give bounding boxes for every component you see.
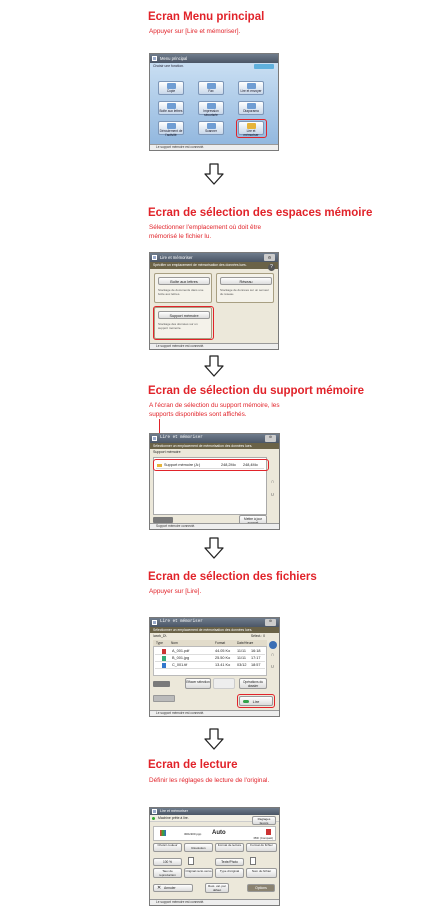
mailbox-desc: Stockage de documents dans une boîte aux lettres. [158, 288, 204, 296]
tile-copy[interactable]: Copie [158, 81, 184, 95]
tif-file-icon [162, 663, 166, 668]
storage-status: Le support mémoire est connecté. [150, 343, 278, 349]
settings-button[interactable]: ⚙ [264, 254, 275, 261]
folder-path: \work_D\ [153, 634, 167, 638]
file-list [153, 646, 267, 676]
files-subtitle: Sélectionner un emplacement de mémorisation des données lues. [150, 627, 279, 633]
zoom-100-button[interactable]: 100 % [153, 858, 182, 866]
file-date: 11/11 [237, 656, 246, 660]
scroll-up-icon[interactable]: ∩ [270, 479, 275, 485]
info-icon[interactable] [269, 641, 277, 649]
restore-defaults-button[interactable]: Rest. val. par défaut [205, 883, 229, 893]
table-row[interactable] [155, 648, 265, 655]
media-titlebar: Lire et mémoriser ⚙ [150, 434, 279, 443]
favorite-settings-button[interactable]: Réglages favoris [252, 816, 276, 825]
file-name: C_001.tif [172, 663, 188, 667]
scan-titlebar: Lire et mémoriser [150, 808, 279, 815]
down-arrow-icon [203, 355, 225, 377]
file-date: 11/11 [237, 649, 246, 653]
file-time: 17:17 [251, 656, 261, 660]
media-total: 248,4Mo [243, 463, 258, 467]
scan-store-icon [152, 436, 157, 441]
file-name-button[interactable]: Nom du fichier [246, 868, 277, 878]
file-time: 18:57 [251, 663, 261, 667]
storage-select-screen [149, 252, 279, 350]
scan-settings-screen [149, 807, 280, 906]
duplex-icon [188, 857, 194, 865]
down-arrow-icon [203, 163, 225, 185]
clear-selection-button[interactable]: Effacer sélection [185, 678, 211, 689]
memory-media-desc: Stockage des données sur un support mémoire. [158, 322, 198, 330]
tile-scanner[interactable]: Scanner [198, 121, 224, 135]
home-icon [152, 56, 157, 61]
main-menu-titlebar: Menu principal [150, 54, 278, 63]
file-name: B_001.jpg [172, 656, 190, 660]
copy-ratio-button[interactable]: Taux de reproduction [153, 868, 182, 878]
col-name: Nom [171, 641, 178, 645]
step3-title: Ecran de sélection du support mémoire [148, 385, 364, 397]
step4-note: Appuyer sur [Lire]. [149, 588, 202, 595]
settings-summary [153, 826, 276, 841]
col-format: Format [215, 641, 226, 645]
file-name: A_001.pdf [172, 649, 190, 653]
step2-title: Ecran de sélection des espaces mémoire [148, 207, 373, 219]
option-mailbox[interactable] [154, 273, 212, 303]
two-sided-original-button[interactable]: Original recto verso [184, 868, 213, 878]
col-type: Type [156, 641, 163, 645]
update-media-button[interactable]: Mettre à jour [239, 515, 267, 525]
file-size: 25.50 Ko [215, 656, 231, 660]
tile-scan-store[interactable]: Lire et mémoriser [238, 121, 264, 135]
files-status: Le support mémoire est connecté. [150, 710, 279, 716]
table-row[interactable] [155, 662, 265, 669]
scan-store-icon [152, 809, 157, 814]
color-mode-icon [160, 830, 166, 836]
folder-operations-button[interactable]: Opérations du dossier [239, 678, 267, 689]
tile-mailbox[interactable]: Boîte aux lettres [158, 101, 184, 115]
selected-count: Sélect.: 0 [250, 634, 265, 638]
main-menu-screen [149, 53, 279, 151]
step5-note: Définir les réglages de lecture de l'original. [149, 777, 270, 784]
file-date: 03/12 [237, 663, 247, 667]
step1-note: Appuyer sur [Lire et mémoriser]. [149, 28, 241, 35]
jpg-file-icon [162, 656, 166, 661]
options-button[interactable]: Options [247, 884, 275, 892]
media-used: 248,2Mo [221, 463, 236, 467]
tile-scan-send[interactable]: Lire et envoyer [238, 81, 264, 95]
storage-subtitle: Spécifier un emplacement de mémorisation des données lues. [150, 262, 278, 269]
main-menu-status: Le support mémoire est connecté. [150, 144, 278, 150]
step4-title: Ecran de sélection des fichiers [148, 571, 317, 583]
scan-store-icon [152, 255, 157, 260]
media-subtitle: Sélectionner un emplacement de mémorisation des données lues. [150, 443, 279, 449]
media-select-screen [149, 433, 280, 530]
step3-note-2: supports disponibles sont affichés. [149, 411, 247, 418]
resolution-value: 300x300 ppp [184, 832, 202, 836]
close-icon: ✕ [157, 885, 162, 891]
tile-fax[interactable]: Fax [198, 81, 224, 95]
table-row[interactable] [155, 655, 265, 662]
ready-message: Machine prête à lire. [150, 815, 279, 822]
media-status: Support mémoire connecté. [150, 523, 279, 529]
scroll-down-icon[interactable]: ∪ [270, 664, 275, 670]
print-button-disabled [153, 695, 175, 702]
file-format-button[interactable]: Format du fichier [246, 843, 277, 852]
resolution-button[interactable]: Résolution [184, 843, 213, 852]
text-photo-button[interactable]: Texte/Photo [215, 858, 244, 866]
back-button[interactable] [153, 681, 170, 687]
step5-title: Ecran de lecture [148, 759, 238, 771]
scan-status: Le support mémoire est connecté. [150, 899, 279, 905]
step2-note-2: mémorisé le fichier lu. [149, 233, 212, 240]
storage-titlebar: Lire et mémoriser ⚙ [150, 253, 278, 262]
highlight-memory-media [153, 306, 214, 340]
files-titlebar: Lire et mémoriser ⚙ [150, 618, 279, 627]
highlight-read-button [237, 694, 275, 708]
menu-tab-button[interactable] [254, 64, 274, 69]
file-time: 16:18 [251, 649, 261, 653]
settings-button[interactable]: ⚙ [265, 619, 276, 626]
filename-icon [250, 857, 256, 865]
highlight-scan-store [236, 119, 267, 138]
main-menu-subtitle: Choisir une fonction. [153, 64, 184, 68]
media-name: Support mémoire (A:) [164, 463, 201, 467]
network-button[interactable]: Réseau [220, 277, 272, 285]
tile-workflow[interactable]: Déroulement de l'activité [158, 121, 184, 135]
auto-format-value: Auto [212, 830, 226, 836]
step2-note-1: Sélectionner l'emplacement où doit être [149, 224, 262, 231]
pdf-icon [266, 829, 271, 835]
media-location-label: Support mémoire [153, 450, 181, 454]
file-format-value: PDF (Compact) [253, 836, 273, 840]
scroll-up-icon[interactable]: ∩ [270, 652, 275, 658]
highlight-media [153, 459, 269, 471]
help-icon[interactable]: ? [268, 264, 275, 271]
memory-media-button[interactable]: Support mémoire [158, 311, 210, 319]
ready-icon [152, 817, 155, 820]
settings-button[interactable]: ⚙ [265, 435, 276, 442]
option-network[interactable] [216, 273, 274, 303]
file-size: 13.41 Ko [215, 663, 231, 667]
step3-note-1: A l'écran de sélection du support mémoire, les [149, 402, 280, 409]
down-arrow-icon [203, 728, 225, 750]
scan-size-button[interactable]: Format de lecture [215, 843, 244, 852]
network-desc: Stockage de données sur un serveur du réseau. [220, 288, 270, 296]
file-select-screen [149, 617, 280, 717]
pdf-file-icon [162, 649, 166, 654]
tile-secure-print[interactable]: Impression sécurisée [198, 101, 224, 115]
color-select-button[interactable]: Choisir couleur [153, 843, 182, 852]
tile-slideshow[interactable]: Diaporama [238, 101, 264, 115]
scan-store-icon [152, 620, 157, 625]
down-arrow-icon [203, 537, 225, 559]
col-date: Date/Heure [237, 641, 254, 645]
read-button-label: Lire [252, 699, 260, 704]
scroll-down-icon[interactable]: ∪ [270, 492, 275, 498]
disabled-button [213, 678, 235, 689]
cancel-button[interactable]: ✕ Annuler [153, 884, 193, 892]
mailbox-button[interactable]: Boîte aux lettres [158, 277, 210, 285]
step1-title: Ecran Menu principal [148, 11, 265, 23]
original-type-button[interactable]: Type d'original [215, 868, 244, 878]
file-size: 44.05 Ko [215, 649, 231, 653]
